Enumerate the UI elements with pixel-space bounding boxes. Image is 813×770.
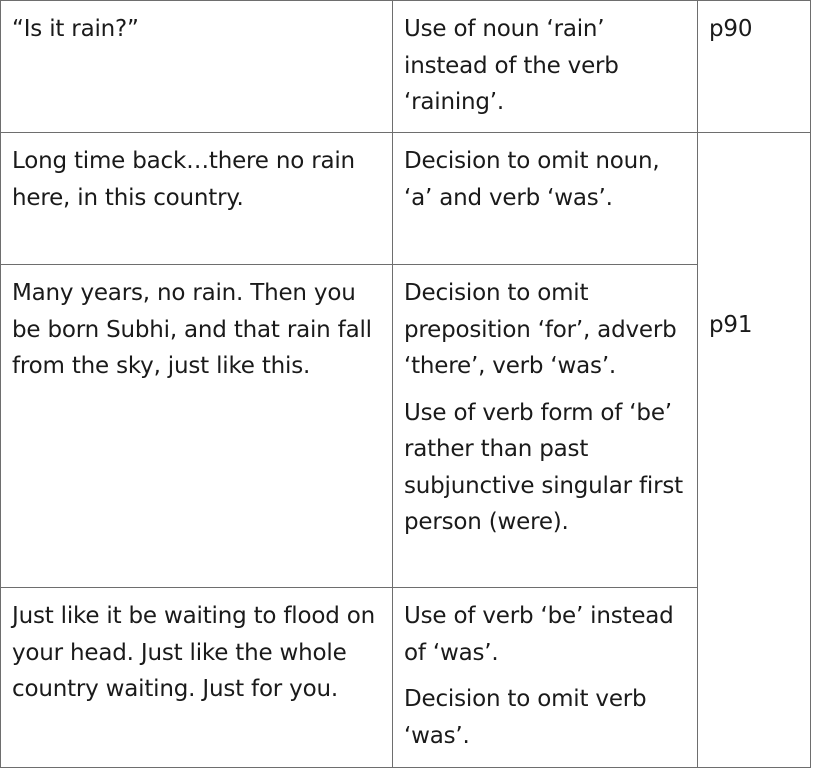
note-text: Use of noun ‘rain’ instead of the verb ‘raining’. [404,16,619,115]
note-cell [393,588,698,768]
page-ref-text: p91 [709,311,753,338]
page-ref-cell [698,133,811,768]
note-text: Use of verb ‘be’ instead of ‘was’. [404,603,674,666]
note-text: Decision to omit verb ‘was’. [404,686,647,749]
table-row [1,1,811,133]
note-cell [393,133,698,265]
quote-cell: Many years, no rain. Then you be born Subhi, and that rain fall from the sky, just like this. [1,265,393,588]
table-row [1,588,811,768]
quote-cell: “Is it rain?” [1,1,393,133]
table-row [1,265,811,588]
note-cell [393,1,698,133]
quote-cell: Long time back…there no rain here, in this country. [1,133,393,265]
note-text: Use of verb form of ‘be’ rather than past subjunctive singular first person (were). [404,399,683,535]
quote-cell: Just like it be waiting to flood on your head. Just like the whole country waiting. Just for you. [1,588,393,768]
note-text: Decision to omit noun, ‘a’ and verb ‘was’. [404,148,660,211]
note-cell [393,265,698,588]
note-text: Decision to omit preposition ‘for’, adverb ‘there’, verb ‘was’. [404,280,677,379]
page-ref-cell: p90 [698,1,811,133]
table-row [1,133,811,265]
